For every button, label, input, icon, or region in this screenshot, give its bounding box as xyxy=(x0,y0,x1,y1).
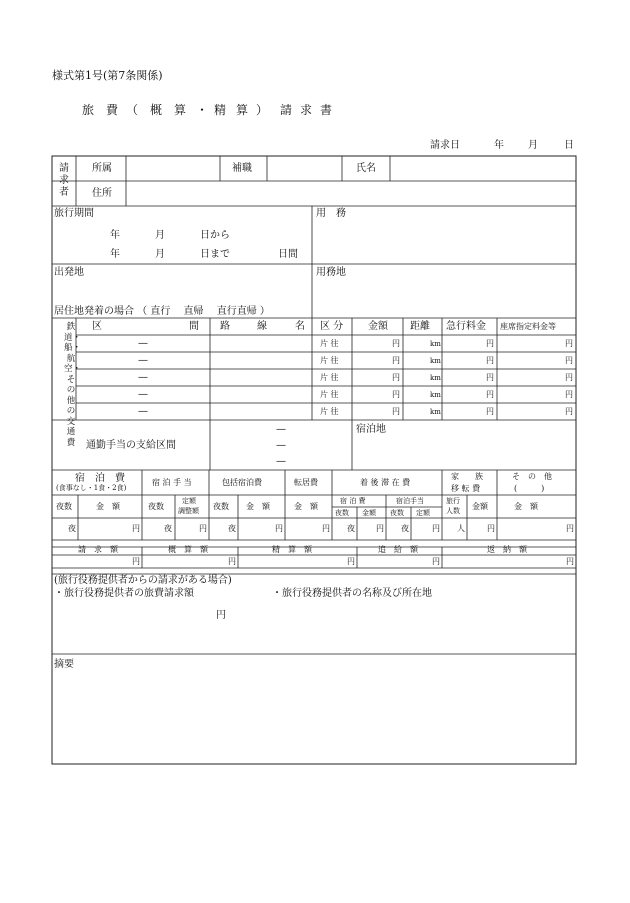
sub-lodging-cost: 宿 泊 費 xyxy=(340,497,366,505)
transport-vertical-label-1: 鉄道・船・航空・その他の交通費 xyxy=(64,322,82,448)
departure-label: 出発地 xyxy=(54,267,84,278)
travel-period-label: 旅行期間 xyxy=(54,208,94,219)
claim-amount-label: 請 求 額 xyxy=(78,545,118,554)
period-until-month: 月 xyxy=(155,249,165,260)
settlement-amount-yen: 円 xyxy=(347,557,355,566)
header-seat: 座席指定料金等 xyxy=(500,322,556,331)
sub-travelers-1: 旅行 xyxy=(446,497,460,505)
family-header-1: 家 族 xyxy=(451,472,483,481)
header-section-1: 区 xyxy=(92,321,102,332)
additional-amount-label: 追 給 額 xyxy=(378,545,418,554)
commute-dash: — xyxy=(276,456,286,467)
name-label: 氏名 xyxy=(356,163,376,174)
header-route-1: 路 xyxy=(220,321,230,332)
sub-amount: 金額 xyxy=(362,509,376,517)
residence-note: 居住地発着の場合 （ 直行 直帰 直行直帰 ） xyxy=(54,306,270,317)
claim-amount-yen: 円 xyxy=(132,557,140,566)
sub-amount: 金 額 xyxy=(246,502,270,511)
additional-amount-yen: 円 xyxy=(432,557,440,566)
period-until-day: 日まで xyxy=(200,249,230,260)
lodging-meal-note: (食事なし・1食・2食) xyxy=(56,484,127,492)
refund-amount-yen: 円 xyxy=(566,557,574,566)
sub-nights: 夜数 xyxy=(335,509,349,517)
header-type: 区 分 xyxy=(320,321,344,332)
period-from-year: 年 xyxy=(110,230,120,241)
estimate-amount-label: 概 算 額 xyxy=(168,545,208,554)
sub-amount: 金 額 xyxy=(514,502,538,511)
commute-dash: — xyxy=(276,440,286,451)
relocation-header: 転居費 xyxy=(294,478,318,487)
period-until-year: 年 xyxy=(110,249,120,260)
header-express: 急行料金 xyxy=(446,321,486,332)
destination-label: 用務地 xyxy=(316,267,346,278)
sub-nights: 夜数 xyxy=(213,502,229,511)
position-label: 補職 xyxy=(232,163,252,174)
header-route-2: 線 xyxy=(257,321,267,332)
sub-nights: 夜数 xyxy=(148,502,164,511)
provider-name-address-label: ・旅行役務提供者の名称及び所在地 xyxy=(272,588,432,599)
package-lodging-header: 包括宿泊費 xyxy=(222,478,262,487)
provider-heading: (旅行役務提供者からの請求がある場合) xyxy=(54,575,232,586)
requester-vertical-label: 請求者 xyxy=(59,163,69,198)
period-days: 日間 xyxy=(278,249,298,260)
travel-expense-form: 様式第1号(第7条関係) 旅 費 （ 概 算 ・ 精 算 ） 請 求 書 請求日 年 月 日 請求者 所属 補職 氏名 住所 旅行期間 年 月 日から 年 月 日まで 日間 用 務 出発地 用務地 居住地発着の場合 （ 直行 直帰 直行直帰 ） 鉄道・船・航空・その他の交通費 区 間 路 線 名 区 分 金額 距離 急行料金 座席指定料金等 — 片 往 円 km 円 円 — 片 往 円 km 円 円 — 片 往 円 km 円 円 — 片 往 円 km 円 円 — 片 往 円 km 円 円 通勤手当の支給区間 — — — 宿泊地 宿 泊 費 (食事なし・1食・2食) 宿 泊 手 当 包括宿泊費 転居費 着 後 滞 在 費 家 族 移 転 費 そ の 他 ( ) 夜数 金 額 夜数 定額 調整額 夜数 金 額 金 額 宿 泊 費 宿泊手当 夜数 金額 夜数 定額 旅行 人数 金額 金 額 夜 円 夜 円 夜 円 円 夜 円 夜 円 人 円 円 請 求 額 概 算 額 精 算 額 追 給 額 返 納 額 円 円 円 円 円 (旅行役務提供者からの請求がある場合) ・旅行役務提供者の旅費請求額 ・旅行役務提供者の名称及び所在地 円 摘要 xyxy=(0,0,630,903)
commute-dash: — xyxy=(276,424,286,435)
period-from-day: 日から xyxy=(200,230,230,241)
header-distance: 距離 xyxy=(410,321,430,332)
duty-label: 用 務 xyxy=(316,208,346,219)
header-section-2: 間 xyxy=(189,321,199,332)
refund-amount-label: 返 納 額 xyxy=(487,545,527,554)
after-arrival-header: 着 後 滞 在 費 xyxy=(360,478,411,487)
lodging-place-label: 宿泊地 xyxy=(356,424,386,435)
period-from-month: 月 xyxy=(155,230,165,241)
provider-claim-label: ・旅行役務提供者の旅費請求額 xyxy=(54,588,194,599)
address-label: 住所 xyxy=(92,188,112,199)
family-header-2: 移 転 費 xyxy=(451,484,481,493)
provider-claim-yen: 円 xyxy=(216,610,226,621)
other-header-2: ( ) xyxy=(514,484,545,493)
estimate-amount-yen: 円 xyxy=(228,557,236,566)
lodging-allowance-header: 宿 泊 手 当 xyxy=(152,478,192,487)
sub-amount: 金 額 xyxy=(96,502,120,511)
sub-amount: 金額 xyxy=(472,502,488,511)
commute-label: 通勤手当の支給区間 xyxy=(86,440,176,451)
other-header-1: そ の 他 xyxy=(512,472,552,481)
header-route-3: 名 xyxy=(295,321,305,332)
sub-nights: 夜数 xyxy=(56,502,72,511)
sub-travelers-2: 人数 xyxy=(446,507,460,515)
sub-fixed-2: 調整額 xyxy=(178,507,199,515)
form-number: 様式第1号(第7条関係) xyxy=(52,69,163,82)
settlement-amount-label: 精 算 額 xyxy=(272,545,312,554)
affiliation-label: 所属 xyxy=(92,163,112,174)
summary-label: 摘要 xyxy=(54,659,74,670)
sub-fixed: 定額 xyxy=(416,509,430,517)
sub-fixed-1: 定額 xyxy=(182,497,196,505)
lodging-cost-header: 宿 泊 費 xyxy=(75,473,125,484)
header-amount: 金額 xyxy=(368,321,388,332)
sub-lodging-allowance: 宿泊手当 xyxy=(396,497,424,505)
sub-nights: 夜数 xyxy=(390,509,404,517)
sub-amount: 金 額 xyxy=(294,502,318,511)
